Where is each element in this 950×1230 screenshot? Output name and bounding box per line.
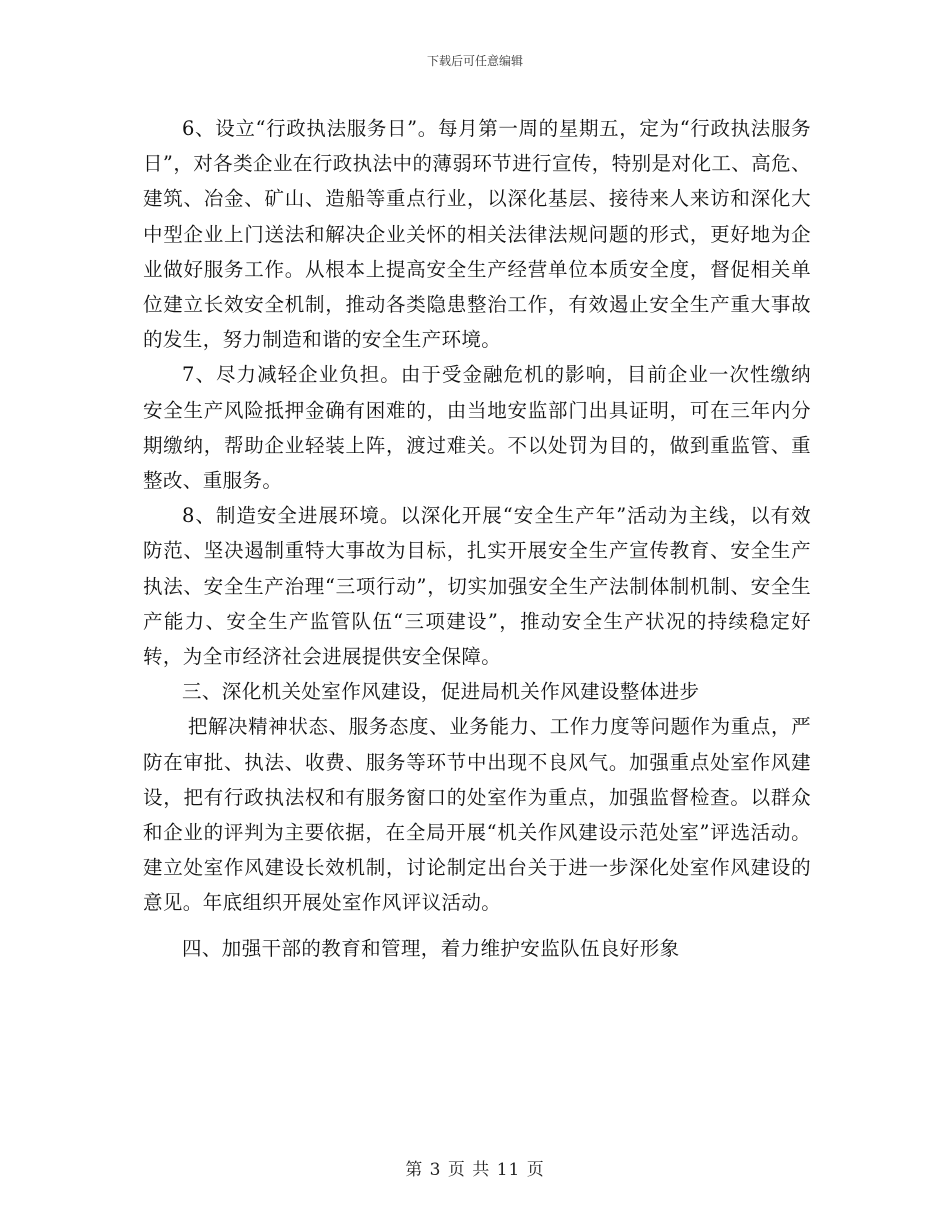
section-heading-3: 三、深化机关处室作风建设，促进局机关作风建设整体进步 (182, 680, 700, 704)
section-heading-4: 四、加强干部的教育和管理，着力维护安监队伍良好形象 (182, 936, 680, 960)
paragraph-item-7: 7、尽力减轻企业负担。由于受金融危机的影响，目前企业一次性缴纳安全生产风险抵押金确有困难的，由当地安监部门出具证明，可在三年内分期缴纳，帮助企业轻装上阵，渡过难关。不以处罚为目的，做到重监管、重整改、重服务。 (143, 363, 811, 493)
document-body (143, 111, 811, 966)
page-footer: 第 3 页 共 11 页 (405, 1160, 545, 1180)
section-body-3: 把解决精神状态、服务态度、业务能力、工作力度等问题作为重点，严防在审批、执法、收费、服务等环节中出现不良风气。加强重点处室作风建设，把有行政执法权和有服务窗口的处室作为重点，加强监督检查。以群众和企业的评判为主要依据，在全局开展“机关作风建设示范处室”评选活动。建立处室作风建设长效机制，讨论制定出台关于进一步深化处室作风建设的意见。年底组织开展处室作风评议活动。 (143, 715, 811, 915)
page-header: 下载后可任意编辑 (426, 54, 523, 68)
paragraph-item-6: 6、设立“行政执法服务日”。每月第一周的星期五，定为“行政执法服务日”，对各类企业在行政执法中的薄弱环节进行宣传，特别是对化工、高危、建筑、冶金、矿山、造船等重点行业，以深化基层、接待来人来访和深化大中型企业上门送法和解决企业关怀的相关法律法规问题的形式，更好地为企业做好服务工作。从根本上提高安全生产经营单位本质安全度，督促相关单位建立长效安全机制，推动各类隐患整治工作，有效遏止安全生产重大事故的发生，努力制造和谐的安全生产环境。 (143, 117, 811, 352)
paragraph-item-8: 8、制造安全进展环境。以深化开展“安全生产年”活动为主线，以有效防范、坚决遏制重特大事故为目标，扎实开展安全生产宣传教育、安全生产执法、安全生产治理“三项行动”，切实加强安全生产法制体制机制、安全生产能力、安全生产监管队伍“三项建设”，推动安全生产状况的持续稳定好转，为全市经济社会进展提供安全保障。 (143, 504, 811, 669)
